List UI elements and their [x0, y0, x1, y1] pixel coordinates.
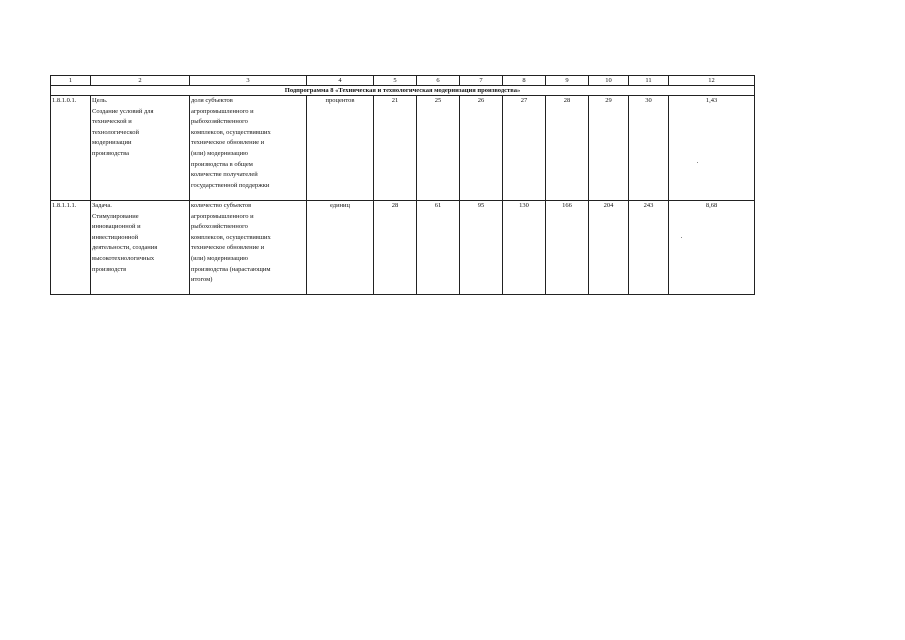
value-cell: 26	[460, 96, 503, 201]
column-number: 9	[546, 76, 589, 86]
column-number: 5	[374, 76, 417, 86]
text-line: высокотехнологичных	[92, 254, 155, 262]
value-cell: 27	[503, 96, 546, 201]
scan-speck	[681, 237, 682, 238]
column-number: 1	[51, 76, 91, 86]
value-cell: 25	[417, 96, 460, 201]
value-cell: 61	[417, 201, 460, 295]
text-line: модернизации	[92, 139, 132, 147]
row-indicator	[190, 96, 307, 201]
table-row	[51, 201, 755, 295]
row-unit: процентов	[307, 96, 374, 201]
row-code: 1.8.1.0.1.	[51, 96, 91, 201]
text-line: комплексов, осуществивших	[191, 233, 271, 241]
column-number: 2	[91, 76, 190, 86]
row-unit: единиц	[307, 201, 374, 295]
text-line: рыбохозяйственного	[191, 223, 248, 231]
value-cell: 28	[374, 201, 417, 295]
text-line: инвестиционной	[92, 233, 139, 241]
row-code: 1.8.1.1.1.	[51, 201, 91, 295]
col12-cell: 1,43	[669, 96, 755, 201]
value-cell: 204	[589, 201, 629, 295]
column-number: 12	[669, 76, 755, 86]
col12-cell: 8,68	[669, 201, 755, 295]
column-number: 8	[503, 76, 546, 86]
text-line: количество субъектов	[191, 202, 252, 209]
text-line: техническое обновление и	[191, 244, 265, 252]
text-line: доля субъектов	[191, 97, 233, 104]
text-line: агропромышленного и	[191, 212, 254, 220]
text-line: Создание условий для	[92, 107, 154, 115]
subprogram-row	[51, 86, 755, 96]
text-line: Стимулирование	[92, 212, 139, 220]
subprogram-title: Подпрограмма 8 «Техническая и технологическая модернизация производства»	[51, 86, 755, 96]
value-cell: 166	[546, 201, 589, 295]
row-name	[91, 96, 190, 201]
text-line: производства (нарастающим	[191, 265, 271, 273]
table-row	[51, 96, 755, 201]
column-number: 6	[417, 76, 460, 86]
indicators-table	[50, 75, 755, 295]
text-line: итогом)	[191, 276, 213, 284]
value-cell: 21	[374, 96, 417, 201]
value-cell: 28	[546, 96, 589, 201]
text-line: Задача.	[92, 202, 112, 209]
text-line: (или) модернизацию	[191, 254, 248, 262]
column-number: 4	[307, 76, 374, 86]
text-line: агропромышленного и	[191, 107, 254, 115]
text-line: деятельности, создания	[92, 244, 158, 252]
column-number: 7	[460, 76, 503, 86]
text-line: производства в общем	[191, 160, 253, 168]
text-line: технической и	[92, 118, 132, 126]
text-line: государственной поддержки	[191, 181, 270, 189]
value-cell: 130	[503, 201, 546, 295]
text-line: комплексов, осуществивших	[191, 128, 271, 136]
value-cell: 243	[629, 201, 669, 295]
column-number-row	[51, 76, 755, 86]
text-line: (или) модернизацию	[191, 149, 248, 157]
row-indicator	[190, 201, 307, 295]
column-number: 3	[190, 76, 307, 86]
text-line: производств	[92, 265, 127, 273]
column-number: 10	[589, 76, 629, 86]
text-line: технологической	[92, 128, 139, 136]
text-line: количестве получателей	[191, 171, 258, 179]
scan-speck	[697, 162, 698, 163]
row-name	[91, 201, 190, 295]
value-cell: 95	[460, 201, 503, 295]
text-line: производства	[92, 149, 130, 157]
value-cell: 30	[629, 96, 669, 201]
text-line: инновационной и	[92, 223, 141, 231]
text-line: Цель.	[92, 97, 108, 104]
column-number: 11	[629, 76, 669, 86]
text-line: рыбохозяйственного	[191, 118, 248, 126]
value-cell: 29	[589, 96, 629, 201]
text-line: техническое обновление и	[191, 139, 265, 147]
